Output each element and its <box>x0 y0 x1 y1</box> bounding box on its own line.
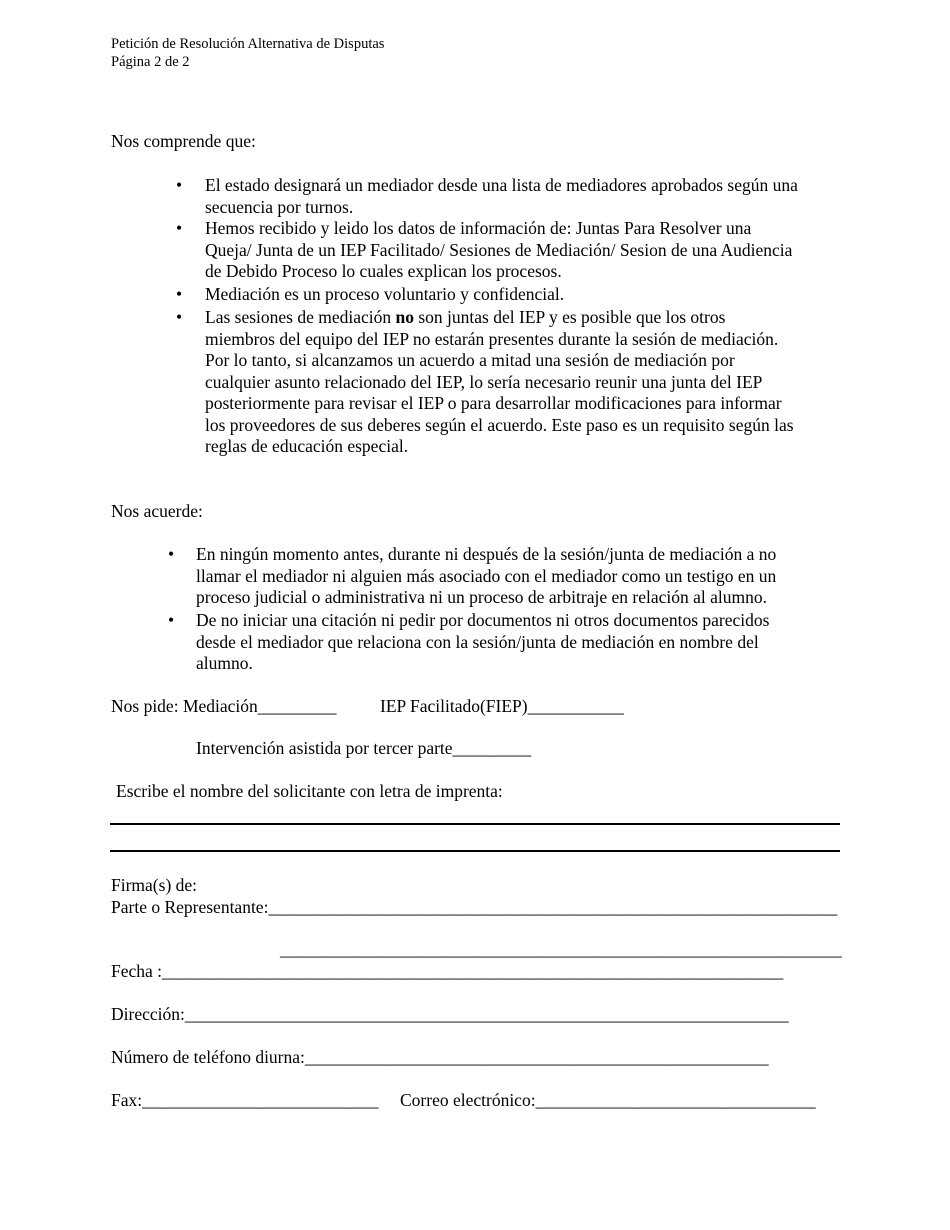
applicant-name-line-2[interactable] <box>110 850 840 852</box>
text-line: secuencia por turnos. <box>205 196 354 217</box>
understand-item-3-text <box>205 284 564 306</box>
agree-item-2-text <box>196 610 769 675</box>
mediation-option[interactable]: Nos pide: Mediación_________ <box>111 696 337 716</box>
applicant-name-label: Escribe el nombre del solicitante con letra de imprenta: <box>116 781 503 801</box>
bullet-icon: • <box>176 284 183 304</box>
bullet-icon: • <box>176 307 183 327</box>
text-line: de Debido Proceso lo cuales explican los procesos. <box>205 261 562 281</box>
bullet-icon: • <box>176 218 183 238</box>
understand-item-2-text <box>205 218 792 283</box>
signature-line-1[interactable]: _________________________________________________________________ <box>268 897 838 917</box>
agree-item-1-text <box>196 544 776 609</box>
fiep-option[interactable]: IEP Facilitado(FIEP)___________ <box>380 696 624 716</box>
phone-field[interactable]: Número de teléfono diurna:_____________________________________________________ <box>111 1047 769 1067</box>
address-field[interactable]: Dirección:_____________________________________________________________________ <box>111 1004 789 1024</box>
text-line: Por lo tanto, si alcanzamos un acuerdo a mitad una sesión de mediación por <box>205 350 735 370</box>
understand-heading: Nos comprende que: <box>111 131 256 151</box>
text-line: alumno. <box>196 653 253 673</box>
text-line: posteriormente para revisar el IEP o para desarrollar modificaciones para informar <box>205 393 782 413</box>
text-line: reglas de educación especial. <box>205 436 409 456</box>
emphasis-no: no <box>395 307 414 327</box>
understand-item-1-text <box>205 175 798 218</box>
signature-label: Firma(s) de: <box>111 875 198 895</box>
third-party-option[interactable]: Intervención asistida por tercer parte_________ <box>196 738 532 758</box>
page-number: Página 2 de 2 <box>111 54 190 70</box>
text-line: desde el mediador que relaciona con la sesión/junta de mediación en nombre del <box>196 631 759 652</box>
text-line: Hemos recibido y leido los datos de información de: Juntas Para Resolver una <box>205 218 752 238</box>
bullet-icon: • <box>168 610 175 630</box>
text-line: los proveedores de sus deberes según el acuerdo. Este paso es un requisito según las <box>205 414 794 435</box>
text-line: Las sesiones de mediación no son juntas del IEP y es posible que los otros <box>205 307 726 327</box>
bullet-icon: • <box>168 544 175 564</box>
text-line: De no iniciar una citación ni pedir por documentos ni otros documentos parecidos <box>196 610 770 630</box>
party-representative-label: Parte o Representante:_________________________________________________________________ <box>111 897 838 917</box>
date-field[interactable]: Fecha :_______________________________________________________________________ <box>111 961 784 981</box>
text-line: proceso judicial o administrativa ni un proceso de arbitraje en relación al alumno. <box>196 587 767 607</box>
text-line: cualquier asunto relacionado del IEP, lo sería necesario reunir una junta del IEP <box>205 371 763 392</box>
doc-header-title: Petición de Resolución Alternativa de Disputas <box>111 36 385 52</box>
agree-heading: Nos acuerde: <box>111 501 203 521</box>
text-line: Mediación es un proceso voluntario y confidencial. <box>205 284 565 304</box>
understand-item-4-text <box>205 307 794 458</box>
applicant-name-line-1[interactable] <box>110 823 840 825</box>
text-line: El estado designará un mediador desde una lista de mediadores aprobados según una <box>205 175 798 195</box>
fax-field[interactable]: Fax:___________________________ <box>111 1090 379 1110</box>
text-line: llamar el mediador ni alguien más asociado con el mediador como un testigo en un <box>196 565 777 586</box>
text-line: En ningún momento antes, durante ni después de la sesión/junta de mediación a no <box>196 544 777 564</box>
bullet-icon: • <box>176 175 183 195</box>
text-line: miembros del equipo del IEP no estarán presentes durante la sesión de mediación. <box>205 328 779 349</box>
text-line: Queja/ Junta de un IEP Facilitado/ Sesiones de Mediación/ Sesion de una Audiencia <box>205 239 793 260</box>
signature-line-2[interactable]: _________________________________________________________________ <box>280 939 842 959</box>
email-field[interactable]: Correo electrónico:________________________________ <box>400 1090 816 1110</box>
